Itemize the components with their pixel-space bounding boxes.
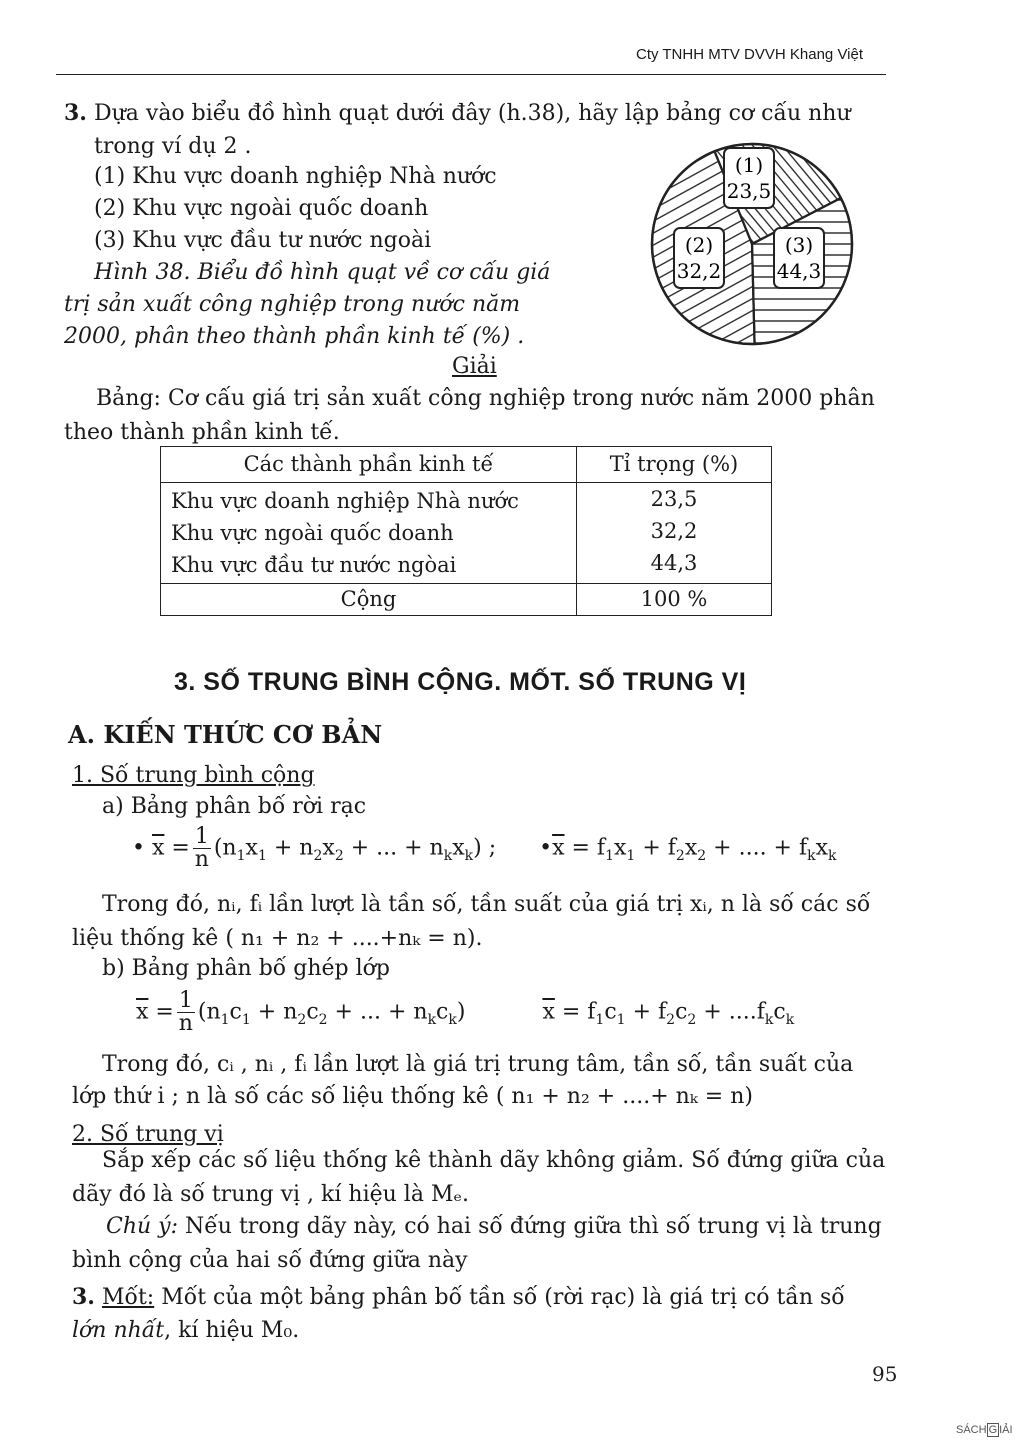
formula-discrete: • $\overline{x}$ = $\frac{1}{n}$ ($n_1x_1 + n_2x_2$ + ... + $n_kx_k$) ; $•\overline{x} = f_1x_1 + f_2x_2$ + .... + $f_kx_k$ xyxy=(132,824,837,872)
exercise-number: 3. xyxy=(64,100,87,126)
s3-text-1: Mốt của một bảng phân bố tần số (rời rạc) là giá trị có tần số xyxy=(154,1285,845,1310)
note-label: Chú ý: xyxy=(106,1214,179,1239)
table-cell: 32,2 xyxy=(650,519,698,543)
formula-grouped: $\overline{x}$ = $\frac{1}{n}$ ($n_1c_1 + n_2c_2$ + ... + $n_kc_k$) $\overline{x} = f_1c_1 + f_2c_2 + ....f_kc_k$ xyxy=(136,988,795,1036)
subsection-3-title: Mốt: xyxy=(101,1285,155,1310)
s1a-explain-1: Trong đó, nᵢ, fᵢ lần lượt là tần số, tần suất của giá trị xᵢ, n là số các số xyxy=(102,892,871,917)
s2-text-2: dãy đó là số trung vị , kí hiệu là Mₑ. xyxy=(72,1182,469,1207)
header-rule xyxy=(56,74,886,75)
s1b-explain-1: Trong đó, cᵢ , nᵢ , fᵢ lần lượt là giá trị trung tâm, tần số, tần suất của xyxy=(102,1052,854,1077)
subsection-1-title: 1. Số trung bình cộng xyxy=(72,763,315,788)
exercise-text-1: Dựa vào biểu đồ hình quạt dưới đây (h.38), hãy lập bảng cơ cấu như xyxy=(93,101,851,126)
subsection-3-number: 3. xyxy=(72,1284,95,1310)
section-title: 3. SỐ TRUNG BÌNH CỘNG. MỐT. SỐ TRUNG VỊ xyxy=(174,668,747,696)
subsection-1b: b) Bảng phân bố ghép lớp xyxy=(102,956,390,981)
subsection-1a: a) Bảng phân bố rời rạc xyxy=(102,794,367,819)
table-cell: Khu vực ngoài quốc doanh xyxy=(171,521,454,545)
table-value-cell xyxy=(577,483,772,584)
table-header: Các thành phần kinh tế xyxy=(161,447,577,483)
figure-caption-3: 2000, phân theo thành phần kinh tế (%) . xyxy=(64,324,525,349)
solution-intro-2: theo thành phần kinh tế. xyxy=(64,420,340,445)
table-total-label: Cộng xyxy=(161,584,577,616)
solution-title: Giải xyxy=(452,354,497,379)
solution-intro-1: Bảng: Cơ cấu giá trị sản xuất công nghiệp trong nước năm 2000 phân xyxy=(96,386,875,411)
table-total-value: 100 % xyxy=(577,584,772,616)
table-total-row xyxy=(161,584,772,616)
table-body xyxy=(161,483,772,584)
exercise-item-2: (2) Khu vực ngoài quốc doanh xyxy=(94,196,429,221)
table-label-cell xyxy=(161,483,577,584)
s3-emphasis: lớn nhất xyxy=(72,1318,165,1343)
table-header-row xyxy=(161,447,772,483)
s3-text-2: , kí hiệu M₀. xyxy=(164,1318,300,1343)
figure-caption-1: Hình 38. Biểu đồ hình quạt về cơ cấu giá xyxy=(94,260,551,285)
hatch-line xyxy=(648,345,856,348)
s3-line-2 xyxy=(72,1316,299,1346)
section-heading: A. KIẾN THỨC CƠ BẢN xyxy=(68,720,383,749)
pie-chart xyxy=(648,140,856,348)
figure-caption-2: trị sản xuất công nghiệp trong nước năm xyxy=(64,292,521,317)
pie-label-3: (3) xyxy=(784,233,814,257)
note-line-2: bình cộng của hai số đứng giữa này xyxy=(72,1248,468,1273)
watermark-box: G xyxy=(988,1424,998,1436)
table-cell: Khu vực doanh nghiệp Nhà nước xyxy=(171,489,519,513)
s1b-explain-2: lớp thứ i ; n là số các số liệu thống kê ( n₁ + n₂ + ....+ nₖ = n) xyxy=(72,1084,753,1109)
hatch-line xyxy=(648,309,856,348)
s2-text-1: Sắp xếp các số liệu thống kê thành dãy không giảm. Số đứng giữa của xyxy=(102,1148,886,1173)
pie-value-2: 32,2 xyxy=(676,259,722,283)
subsection-2-title: 2. Số trung vị xyxy=(72,1122,224,1147)
hatch-line xyxy=(648,296,856,348)
structure-table xyxy=(160,446,772,616)
subsection-1 xyxy=(72,760,315,791)
watermark-logo xyxy=(956,1424,1013,1436)
note-line-1 xyxy=(106,1212,882,1242)
exercise-text-2: trong ví dụ 2 . xyxy=(94,134,252,159)
subsection-3 xyxy=(72,1282,845,1313)
s1a-explain-2: liệu thống kê ( n₁ + n₂ + ....+nₖ = n). xyxy=(72,926,483,951)
pie-label-2: (2) xyxy=(684,233,714,257)
pie-label-1: (1) xyxy=(734,153,764,177)
watermark-text-right: IẢI xyxy=(999,1424,1013,1436)
publisher-header: Cty TNHH MTV DVVH Khang Việt xyxy=(636,46,864,63)
exercise-line-1 xyxy=(64,98,851,129)
table-header: Tỉ trọng (%) xyxy=(577,447,772,483)
hatch-line xyxy=(648,285,856,348)
exercise-item-3: (3) Khu vực đầu tư nước ngoài xyxy=(94,228,432,253)
page-number: 95 xyxy=(872,1362,898,1386)
pie-value-3: 44,3 xyxy=(776,259,822,283)
watermark-text-left: SÁCH xyxy=(956,1424,987,1436)
table-cell: 23,5 xyxy=(650,487,698,511)
table-cell: Khu vực đầu tư nước ngòai xyxy=(171,553,457,577)
hatch-line xyxy=(648,284,856,348)
exercise-item-1: (1) Khu vực doanh nghiệp Nhà nước xyxy=(94,164,497,189)
note-text-1: Nếu trong dãy này, có hai số đứng giữa thì số trung vị là trung xyxy=(178,1214,882,1239)
table-cell: 44,3 xyxy=(650,551,698,575)
pie-value-1: 23,5 xyxy=(726,179,772,203)
